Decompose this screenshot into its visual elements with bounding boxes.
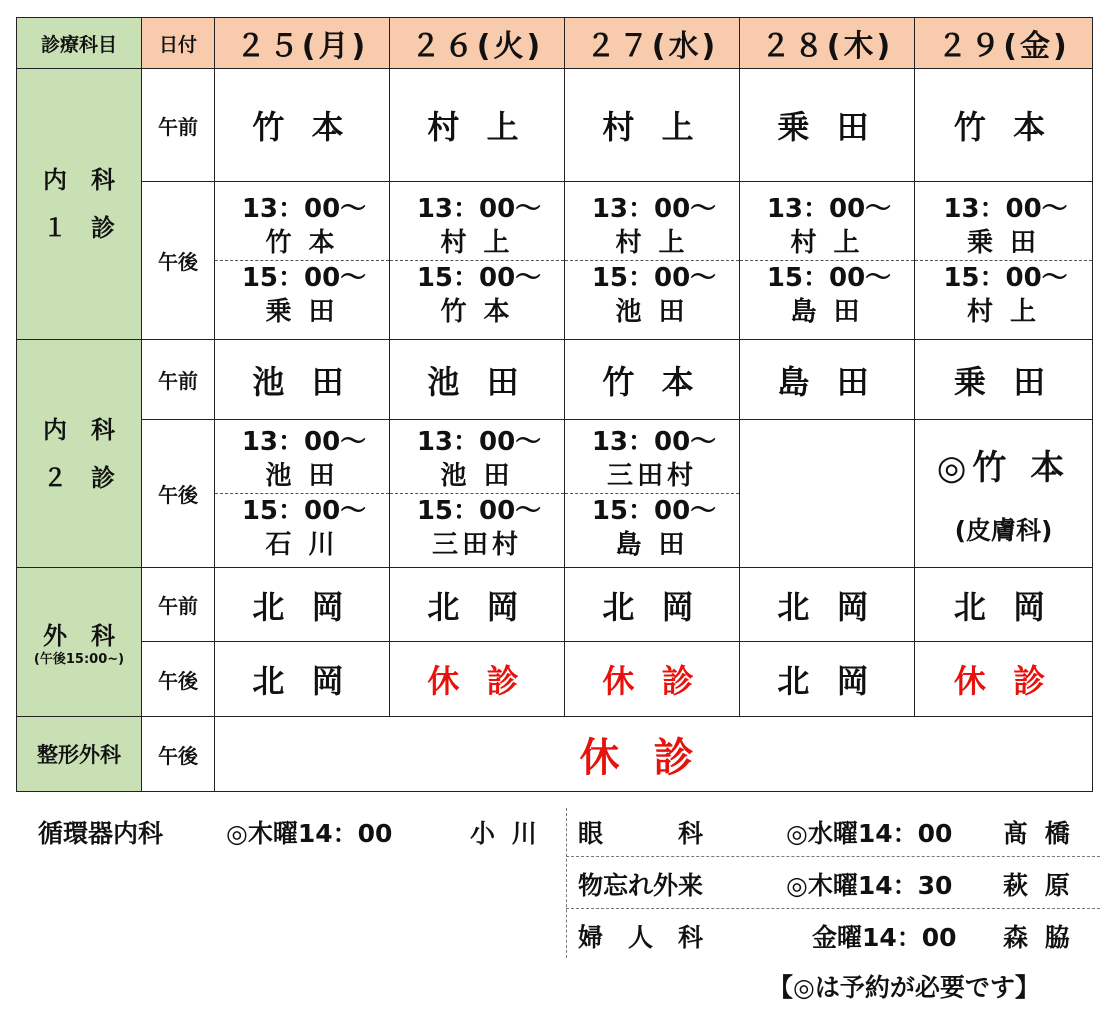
slot-doctor: 三田村 xyxy=(431,530,522,560)
naika2-label-line2: ２ 診 xyxy=(43,463,115,492)
fri-special-doctor: ◎竹 本 xyxy=(936,448,1071,488)
geka-pm-mon: 北 岡 xyxy=(215,642,390,717)
slot-doctor: 三田村 xyxy=(606,461,697,491)
slot-time: 15：00～ xyxy=(591,263,717,293)
fri-special-dept: (皮膚科) xyxy=(954,516,1053,545)
dept-header: 診療科目 xyxy=(17,18,142,69)
monowasure-doctor: 萩 原 xyxy=(1003,871,1074,900)
slot-doctor: 石 川 xyxy=(265,530,339,560)
slot-doctor: 村 上 xyxy=(966,297,1041,327)
slot-time: 15：00～ xyxy=(766,263,892,293)
period-am: 午前 xyxy=(142,340,215,420)
naika1-am-thu: 乗 田 xyxy=(740,69,915,182)
reservation-note: 【◎は予約が必要です】 xyxy=(768,973,1040,1002)
slot-time: 13：00～ xyxy=(766,194,892,224)
slot-doctor: 竹 本 xyxy=(265,228,339,258)
naika1-am-mon: 竹 本 xyxy=(215,69,390,182)
geka-am-fri: 北 岡 xyxy=(915,568,1093,642)
geka-pm-fri-closed: 休 診 xyxy=(915,642,1093,717)
slot-time: 15：00～ xyxy=(416,496,542,526)
monowasure-dept: 物忘れ外来 xyxy=(578,871,704,900)
naika1-am-fri: 竹 本 xyxy=(915,69,1093,182)
slot-doctor: 島 田 xyxy=(790,297,864,327)
geka-am-tue: 北 岡 xyxy=(390,568,565,642)
naika1-am-row xyxy=(17,69,1093,182)
junkanki-doctor: 小 川 xyxy=(470,819,541,848)
naika1-pm-mon xyxy=(215,182,390,340)
slot-time: 15：00～ xyxy=(943,263,1068,293)
fujinka-dept: 婦 人 科 xyxy=(578,923,704,952)
slot-time: 13：00～ xyxy=(416,194,542,224)
naika2-am-wed: 竹 本 xyxy=(565,340,740,420)
seikei-row xyxy=(17,717,1093,792)
slot-doctor: 竹 本 xyxy=(440,297,514,327)
slot-doctor: 村 上 xyxy=(790,228,864,258)
geka-label-main: 外 科 xyxy=(43,621,115,650)
slot-time: 15：00～ xyxy=(241,496,367,526)
naika1-label-line2: １ 診 xyxy=(43,214,115,242)
slot-time: 13：00～ xyxy=(591,427,717,457)
ganka-doctor: 髙 橋 xyxy=(1003,819,1074,848)
naika2-pm-fri xyxy=(915,420,1093,568)
naika2-pm-row xyxy=(17,420,1093,568)
slot-doctor: 池 田 xyxy=(440,461,514,491)
junkanki-row xyxy=(38,814,163,850)
naika2-pm-tue xyxy=(390,420,565,568)
naika2-pm-wed xyxy=(565,420,740,568)
period-pm: 午後 xyxy=(142,717,215,792)
slot-doctor: 村 上 xyxy=(615,228,689,258)
header-row xyxy=(17,18,1093,69)
divider-horizontal xyxy=(566,856,1100,857)
divider-horizontal xyxy=(566,908,1100,909)
geka-label xyxy=(17,568,142,717)
naika1-pm-tue xyxy=(390,182,565,340)
slot-time: 13：00～ xyxy=(591,194,717,224)
seikei-closed: 休診 xyxy=(215,717,1093,792)
geka-pm-wed-closed: 休 診 xyxy=(565,642,740,717)
junkanki-time: ◎木曜14：00 xyxy=(226,819,393,848)
period-am: 午前 xyxy=(142,69,215,182)
slot-doctor: 村 上 xyxy=(440,228,514,258)
period-pm: 午後 xyxy=(142,420,215,568)
naika2-am-row xyxy=(17,340,1093,420)
naika2-pm-thu-empty xyxy=(740,420,915,568)
slot-time: 13：00～ xyxy=(241,427,367,457)
slot-doctor: 乗 田 xyxy=(966,228,1041,258)
fujinka-doctor: 森 脇 xyxy=(1003,923,1074,952)
slot-doctor: 乗 田 xyxy=(265,297,339,327)
slot-time: 15：00～ xyxy=(416,263,542,293)
slot-doctor: 島 田 xyxy=(615,530,689,560)
naika1-pm-thu xyxy=(740,182,915,340)
slot-time: 13：00～ xyxy=(943,194,1068,224)
schedule-table xyxy=(16,17,1093,792)
slot-time: 13：00～ xyxy=(416,427,542,457)
naika1-pm-row xyxy=(17,182,1093,340)
day-header-fri: ２９(金) xyxy=(915,18,1093,69)
slot-time: 13：00～ xyxy=(241,194,367,224)
naika1-pm-fri xyxy=(915,182,1093,340)
day-header-wed: ２７(水) xyxy=(565,18,740,69)
period-am: 午前 xyxy=(142,568,215,642)
slot-time: 15：00～ xyxy=(591,496,717,526)
naika1-pm-wed xyxy=(565,182,740,340)
geka-pm-thu: 北 岡 xyxy=(740,642,915,717)
geka-am-mon: 北 岡 xyxy=(215,568,390,642)
ganka-dept: 眼 科 xyxy=(578,819,704,848)
geka-am-row xyxy=(17,568,1093,642)
day-header-mon: ２５(月) xyxy=(215,18,390,69)
naika2-am-tue: 池 田 xyxy=(390,340,565,420)
naika1-label xyxy=(17,69,142,340)
divider-vertical xyxy=(566,808,567,958)
naika1-am-wed: 村 上 xyxy=(565,69,740,182)
geka-pm-row xyxy=(17,642,1093,717)
monowasure-time: ◎木曜14：30 xyxy=(786,871,953,900)
junkanki-dept: 循環器内科 xyxy=(38,819,164,848)
date-header: 日付 xyxy=(142,18,215,69)
naika2-am-mon: 池 田 xyxy=(215,340,390,420)
slot-doctor: 池 田 xyxy=(265,461,339,491)
naika2-label-line1: 内 科 xyxy=(43,415,115,444)
naika2-pm-mon xyxy=(215,420,390,568)
slot-time: 15：00～ xyxy=(241,263,367,293)
period-pm: 午後 xyxy=(142,182,215,340)
naika1-label-line1: 内 科 xyxy=(43,166,115,194)
seikei-label: 整形外科 xyxy=(17,717,142,792)
geka-label-sub: (午後15:00~) xyxy=(33,651,125,667)
fujinka-time: 金曜14：00 xyxy=(812,923,957,952)
day-header-tue: ２６(火) xyxy=(390,18,565,69)
geka-pm-tue-closed: 休 診 xyxy=(390,642,565,717)
period-pm: 午後 xyxy=(142,642,215,717)
naika2-label xyxy=(17,340,142,568)
ganka-time: ◎水曜14：00 xyxy=(786,819,953,848)
naika1-am-tue: 村 上 xyxy=(390,69,565,182)
geka-am-wed: 北 岡 xyxy=(565,568,740,642)
naika2-am-thu: 島 田 xyxy=(740,340,915,420)
day-header-thu: ２８(木) xyxy=(740,18,915,69)
slot-doctor: 池 田 xyxy=(615,297,689,327)
geka-am-thu: 北 岡 xyxy=(740,568,915,642)
naika2-am-fri: 乗 田 xyxy=(915,340,1093,420)
